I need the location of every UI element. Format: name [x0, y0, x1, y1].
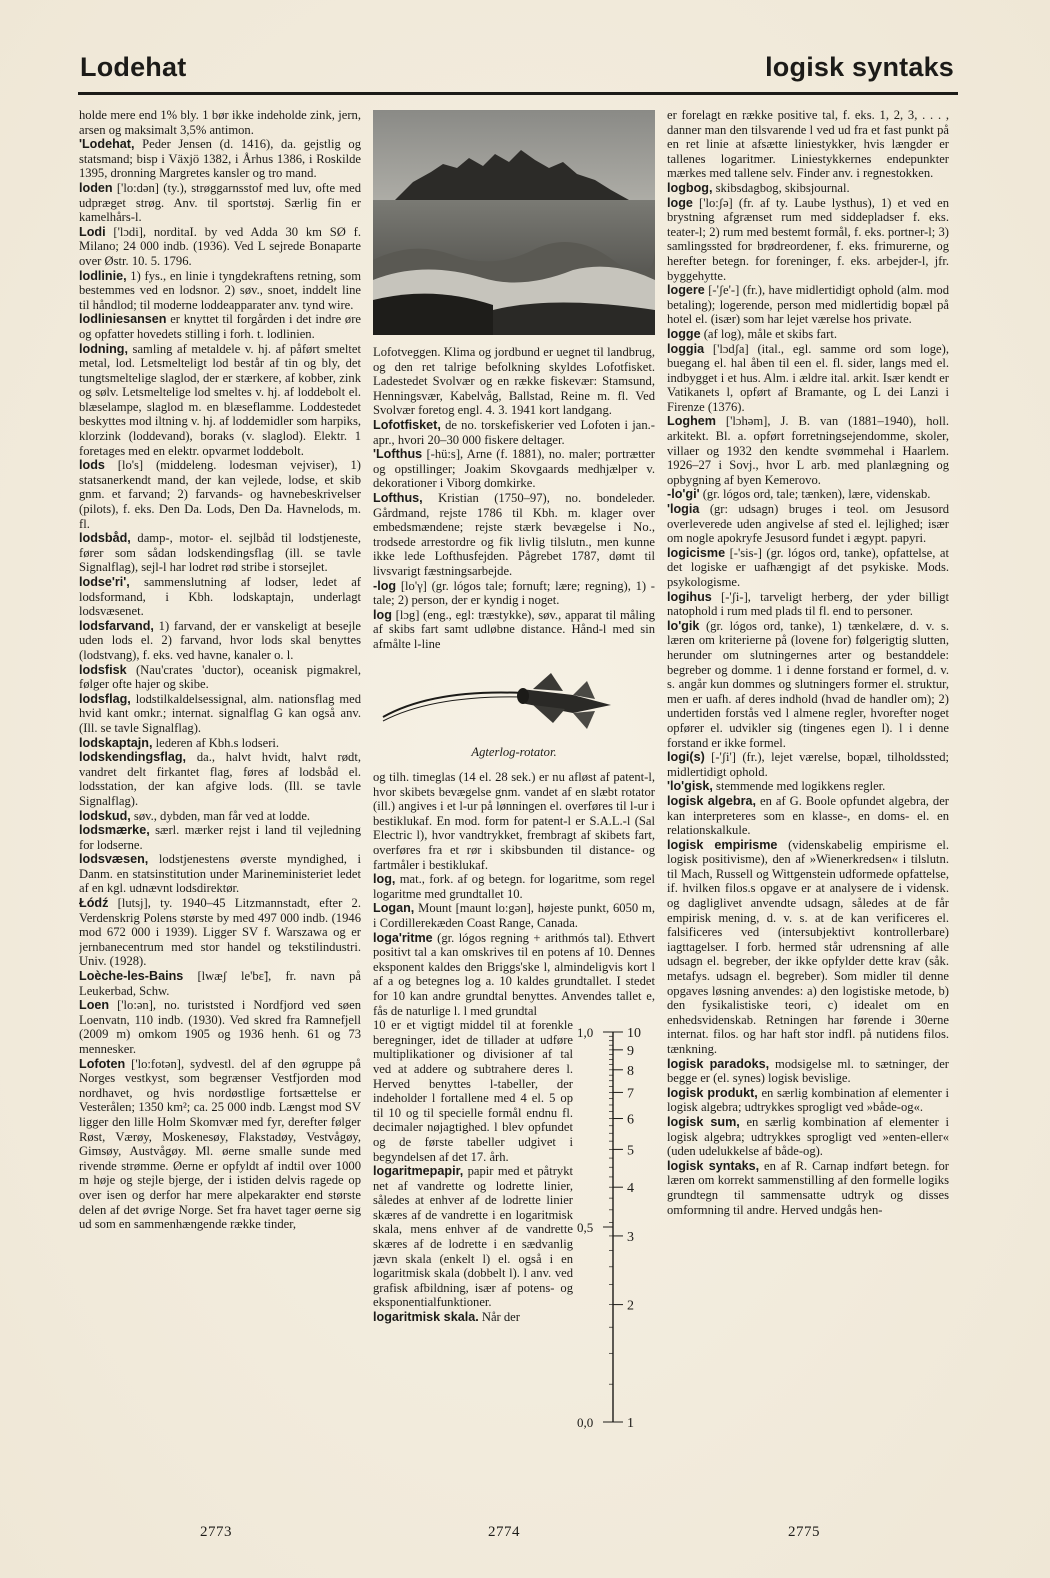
dictionary-entry — [373, 1310, 573, 1325]
dictionary-entry — [667, 487, 949, 502]
dictionary-entry — [373, 1164, 573, 1310]
headword: logicisme — [667, 545, 726, 560]
dictionary-entry — [79, 575, 361, 619]
headword: lo'gik — [667, 618, 700, 633]
column-3 — [667, 108, 949, 1488]
scale-right-label: 4 — [627, 1181, 634, 1197]
headword: logbog, — [667, 180, 713, 195]
scale-right-label: 2 — [627, 1298, 634, 1314]
entry-text: ['lɔdʃa] (ital., egl. samme ord som loge), buegang el. hal åben til een el. fl. sider, langs med el. indbygget i et hus. Alm. i ældre ital. arkit. Især kendt er Vatikanets l, opført af Bramante, og L dei Lanzi i Firenze (1376). — [667, 341, 949, 414]
dictionary-entry — [79, 619, 361, 663]
entry-text: [-'ʃe'-] (fr.), have midlertidigt ophold (alm. mod betaling); logerende, person med midlertidig bopæl på hotel el. (især) som har lejet værelse hos private. — [667, 283, 949, 327]
headword: 'Lodehat, — [79, 137, 135, 152]
entry-text: mat., fork. af og betegn. for logaritme, som regel logaritme med grundtallet 10. — [373, 872, 655, 901]
headword: lodsfisk — [79, 662, 127, 677]
headword: lodlinie, — [79, 268, 127, 283]
running-head-right: logisk syntaks — [765, 52, 954, 82]
dictionary-entry — [667, 779, 949, 794]
headword: loga'ritme — [373, 930, 433, 945]
headword: lodse'ri', — [79, 575, 130, 589]
headword: Lodi — [79, 224, 106, 239]
entry-text: holde mere end 1% bly. 1 bør ikke indeholde zink, jern, arsen og maksimalt 3,5% antimon. — [79, 108, 361, 137]
page-number-right: 2775 — [788, 1524, 820, 1540]
dictionary-entry — [667, 546, 949, 590]
dictionary-entry — [79, 342, 361, 459]
headword: Logan, — [373, 901, 415, 916]
dictionary-entry — [667, 196, 949, 284]
dictionary-entry — [667, 502, 949, 546]
entry-text: ['lo:ʃə] (fr. af ty. Laube lysthus), 1) et ved en brystning afgrænset rum med siddepladser f. eks. teater-l; 2) rum med bestemt formål, f. eks. portner-l; 3) samlingssted for brødreordener, f. eks. frimurerne, og herefter betegn. for foreninger, f. eks. arbejder-l, jfr. byggehytte. — [667, 195, 949, 283]
entry-text: lodstilkaldelsessignal, alm. nationsflag med hvid kant omkr.; internat. signalflag G kan også anv. (Ill. se tavle Signalflag). — [79, 691, 361, 735]
dictionary-entry — [667, 342, 949, 415]
entry-text: [-'sis-] (gr. lógos ord, tanke), opfattelse, at det logiske er uafhængigt af det psykiske. Mods. psykologisme. — [667, 545, 949, 589]
dictionary-entry — [373, 418, 655, 447]
dictionary-entry — [373, 447, 655, 491]
entry-text: ['lo:ən], no. turiststed i Nordfjord ved søen Loenvatn, 110 indb. (1930). Ved skred fra Ramnefjell (2009 m) omkom 1905 og 1936 henh. 61 og 73 mennesker. — [79, 998, 361, 1056]
entry-text: Når der — [478, 1310, 520, 1325]
column-2 — [373, 108, 655, 1488]
entry-text: [lɔg] (eng., egl: træstykke), søv., apparat til måling af skibs fart samt udløbne distance. Hånd-l med sin afmålte l-line — [373, 607, 655, 651]
headword: 'logia — [667, 502, 700, 517]
dictionary-entry — [79, 663, 361, 692]
headword: lodskendingsflag, — [79, 750, 187, 765]
dictionary-entry — [667, 1057, 949, 1086]
dictionary-entry — [667, 108, 949, 181]
dictionary-entry — [667, 327, 949, 342]
entry-text: da., halvt hvidt, halvt rødt, vandret delt firkantet flag, føres af lodsbåd el. lodsstation, der kan afgive lods. (Ill. se tavle Signalflag). — [79, 750, 361, 808]
dictionary-entry — [667, 414, 949, 487]
entry-text: skibsdagbog, skibsjournal. — [712, 180, 850, 195]
headword: lodsmærke, — [79, 823, 150, 838]
dictionary-entry — [79, 531, 361, 575]
header-rule — [78, 92, 958, 95]
entry-text: (gr: udsagn) bruges i teol. om Jesusord overleverede uden angivelse af sted el. lejlighed; især om nogle apokryfe Jesusord fundet i ægypt. papyri. — [667, 502, 949, 546]
scale-body-text: 10 er et vigtigt middel til at forenkle beregninger, idet de tillader at udføre multiplikationer og divisioner af tal ved at addere og subtrahere deres l. Herved benyttes l-tabeller, der indeholder l fortallene med 4 el. 5 op til 10 og til specielle formål endnu fl. decimaler nøjagtighed. l blev opfundet og de første tabeller udgivet i begyndelsen af det 17. årh. — [373, 1018, 573, 1164]
headword: lodsbåd, — [79, 531, 131, 546]
entry-text: papir med et påtrykt net af vandrette og lodrette linier, således at enhver af de lodrette linier skæres af de vandrette i en logaritmisk skala, mens enhver af de vandrette skæres af de lodrette i en sædvanlig jævn skala (enkelt l) el. også i en logaritmisk skala (dobbelt l). l anv. ved grafisk afbildning, især af potens- og eksponentialfunktioner. — [373, 1164, 573, 1310]
dictionary-entry — [667, 794, 949, 838]
illustration-caption: Agterlog-rotator. — [471, 745, 557, 760]
headword: logisk algebra, — [667, 793, 757, 808]
headword: lodsfarvand, — [79, 618, 154, 633]
dictionary-entry — [373, 491, 655, 579]
dictionary-entry — [667, 181, 949, 196]
entry-text: (Nau'crates 'ductor), oceanisk pigmakrel, følger ofte hajer og skibe. — [79, 662, 361, 692]
headword: logere — [667, 283, 705, 298]
running-head-left: Lodehat — [80, 52, 187, 82]
entry-text: damp-, motor- el. sejlbåd til lodstjeneste, fører som sådan lodskendingsflag (ill. se tavle Signalflag), sejl-l har lodret rød stribe i storsejlet. — [79, 531, 361, 575]
entry-text: [lutsj], ty. 1940–45 Litzmannstadt, efter 2. Verdenskrig Polens største by med 497 000 indb. (1946 mod 672 000 i 1939). Ligger SV f. Warszawa og er jernbanecentrum med stor handel og tekstilindustri. Univ. (1928). — [79, 896, 361, 969]
dictionary-entry — [373, 608, 655, 652]
logarithmic-scale-block — [373, 1018, 655, 1438]
entry-text: Peder Jensen (d. 1416), da. gejstlig og statsmand; bisp i Växjö 1382, i Århus 1386, i Roskilde 1395, dronning Margretes kansler og tro mand. — [79, 137, 361, 181]
headword: loge — [667, 195, 693, 210]
entry-text: søv., dybden, man får ved at lodde. — [130, 808, 311, 823]
entry-text: de no. torskefiskerier ved Lofoten i jan.-apr., hvori 20–30 000 fiskere deltager. — [373, 417, 655, 447]
headword: Loèche-les-Bains — [79, 969, 184, 984]
entry-text: særl. mærker rejst i land til vejledning for lodserne. — [79, 823, 361, 852]
logarithmic-scale — [573, 1018, 655, 1438]
scale-left-label: 0,5 — [577, 1220, 594, 1236]
scale-right-label: 6 — [627, 1112, 634, 1128]
headword: logaritmepapir, — [373, 1164, 464, 1179]
headword: Loghem — [667, 414, 716, 429]
entry-text: ['lɔdi], norditaI. by ved Adda 30 km SØ f. Milano; 24 000 indb. (1936). Ved L sejrede Bonaparte over Østr. 10. 5. 1796. — [79, 224, 361, 268]
headword: logisk syntaks, — [667, 1158, 760, 1173]
entry-text: sammenslutning af lodser, ledet af lodsformand, i Kbh. lodskaptajn, underlagt lodsvæsenet. — [79, 575, 361, 619]
page-number-left: 2773 — [200, 1524, 232, 1540]
headword: Lofthus, — [373, 490, 423, 505]
dictionary-entry — [79, 181, 361, 225]
headword: loden — [79, 180, 113, 195]
entry-text: 1) farvand, der er vanskeligt at besejle uden lods el. 2) farvand, hvor lods skal benyttes (lodstvang), f. eks. ved havne, kanaler o. l. — [79, 618, 361, 662]
entry-text: og tilh. timeglas (14 el. 28 sek.) er nu afløst af patent-l, hvor skibets bevægelse gnm. vandet af en slæbt rotator (ill.) angives i et l-ur på lønningen el. overføres til l-ur i bestiklukaf. En mod. form for patent-l er S.A.L.-l (Sal Electric l), hvor vandtrykket, frembragt af skibets fart, overføres fra et rør i skibsbunden til distance- og fartmåler i bestiklukaf. — [373, 770, 655, 872]
dictionary-entry — [79, 137, 361, 181]
scale-right-label: 7 — [627, 1086, 634, 1102]
entry-text: ['lɔhəm], J. B. van (1881–1940), holl. arkitekt. Bl. a. opført forretningsejendomme, skoler, villaer og 1932 den kendte svømmehal i Haarlem. 1926–27 i Sovj., hvor L arb. med planlægning og opbygning af byen Kemerovo. — [667, 414, 949, 487]
headword: lodning, — [79, 341, 128, 356]
dictionary-entry — [667, 750, 949, 779]
headword: log — [373, 607, 392, 622]
headword: lodskud, — [79, 808, 131, 823]
dictionary-entry — [79, 736, 361, 751]
dictionary-entry — [79, 969, 361, 998]
scale-right-label: 10 — [627, 1026, 641, 1042]
dictionary-entry — [79, 269, 361, 313]
dictionary-entry — [667, 283, 949, 327]
scale-right-label: 3 — [627, 1230, 634, 1246]
scale-left-label: 0,0 — [577, 1415, 594, 1431]
entry-text: Kristian (1750–97), no. bondeleder. Gårdmand, rejste 1786 til Kbh. m. klager over embedsmændene; rejste stærk bevægelse i No., trodsede arrestordre og fik livlig tilslutn., men kunne ikke lede Lofthusfejden. Pågrebet 1787, dømt til livsvarigt fæstningsarbejde. — [373, 490, 655, 578]
lofoten-photo — [373, 110, 655, 335]
entry-text: en af G. Boole opfundet algebra, der kan interpreteres som en klasse-, en doms- el. en relationskalkule. — [667, 793, 949, 838]
dictionary-entry — [79, 692, 361, 736]
headword: lods — [79, 458, 105, 473]
entry-text: modsigelse ml. to sætninger, der begge er (el. synes) logisk bevislige. — [667, 1056, 949, 1086]
headword: lodliniesansen — [79, 312, 167, 327]
column-1 — [79, 108, 361, 1488]
entry-text: [-'ʃi'] (fr.), lejet værelse, bopæl, tilholdssted; midlertidigt ophold. — [667, 750, 949, 779]
dictionary-entry — [667, 590, 949, 619]
scale-right-label: 9 — [627, 1044, 634, 1060]
scale-right-label: 5 — [627, 1143, 634, 1159]
dictionary-entry — [373, 901, 655, 930]
page-number-middle: 2774 — [488, 1524, 520, 1540]
entry-text: er forelagt en række positive tal, f. eks. 1, 2, 3, . . . , danner man den tilsvarende l ved ud fra et fast punkt på en ret linie at afsætte liniestykker, hvis længder er tallenes logaritmer. Liniestykkernes endepunkter mærkes med tallene selv. Finder anv. i regnestokken. — [667, 108, 949, 181]
headword: logisk empirisme — [667, 837, 778, 852]
headword: Lofoten — [79, 1056, 126, 1071]
headword: logisk sum, — [667, 1114, 740, 1129]
headword: lodsflag, — [79, 691, 131, 706]
dictionary-entry — [667, 1086, 949, 1115]
entry-text: (gr. lógos regning + arithmós tal). Ethvert positivt tal a kan omskrives til en potens af 10. Dennes eksponent kaldes den Briggs'ske l, almindeligvis kort l af a og betegnes log a. 10 kaldes grundtallet. I stedet for 10 kan andre grundtal benyttes. Anvendes tallet e, fås de naturlige l. l med grundtal — [373, 930, 655, 1018]
headword: logge — [667, 326, 701, 341]
headword: Loen — [79, 998, 110, 1013]
dictionary-entry — [79, 823, 361, 852]
dictionary-entry — [373, 579, 655, 608]
entry-text: en særlig kombination af elementer i logisk algebra; udtrykkes sprogligt ved »både-og«. — [667, 1085, 949, 1115]
entry-text: [lo'γ] (gr. lógos tale; fornuft; lære; regning), 1) -tale; 2) person, der er kyndig i noget. — [373, 578, 655, 608]
entry-text: Mount [maunt lo:gən], højeste punkt, 6050 m, i Cordillerekæden Coast Range, Canada. — [373, 901, 655, 930]
dictionary-entry — [667, 1115, 949, 1159]
dictionary-entry — [79, 896, 361, 969]
entry-text: Lofotveggen. Klima og jordbund er uegnet til landbrug, og den ret talrige befolkning skyldes Lofotfisket. Ladestedet Svolvær og en række fiskevær: Stamsund, Henningsvær, Kabelvåg, Ballstad, Reine m. fl. Ved Svolvær foretog engl. 4. 3. 1941 kort landgang. — [373, 345, 655, 418]
dictionary-entry — [667, 838, 949, 1057]
headword: logisk produkt, — [667, 1085, 758, 1100]
log-rotator-illustration — [373, 659, 655, 745]
entry-text: (videnskabelig empirisme el. logisk positivisme), den af »Wienerkredsen« i tilslutn. til Mach, Russell og Wittgenstein udformede opfattelse, if. hvilken filos.s opgave er at analysere de i vidensk. og dagliglivet anvendte udsagn, således at de får empirisk mening, d. v. s. at de kan verificeres el. falsificeres ved (intersubjektivt kontrollerbare) iagttagelser. I forb. hermed står udrensning af alle udsagn el. begreber, der ikke opfylder dette krav (såk. metafys. udsagn el. begreber). Som midler til denne opgaves løsning anvendes: a) den logistiske metode, b) den fysikalistiske teori, c) idealet om en enhedsvidenskab. Retningen har førende i 30erne internat. filos. og har haft stor indfl. på nutidens filos. tænkning. — [667, 837, 949, 1056]
headword: lodskaptajn, — [79, 735, 153, 750]
dictionary-entry — [79, 108, 361, 137]
scale-right-label: 1 — [627, 1416, 634, 1432]
dictionary-entry — [667, 1159, 949, 1217]
entry-text: (af log), måle et skibs fart. — [700, 326, 837, 341]
headword: logaritmisk skala. — [373, 1310, 479, 1325]
entry-text: ['lo:dən] (ty.), strøggarnsstof med luv, ofte med udpræget strøg. Anv. til sportstøj. Særlig fin er kamelhårs-l. — [79, 180, 361, 225]
headword: -lo'gi' — [667, 487, 700, 502]
entry-text: en særlig kombination af elementer i logisk algebra; udtrykkes sprogligt ved »enten-eller« (uden udelukkelse af både-og). — [667, 1114, 949, 1159]
scale-left-label: 1,0 — [577, 1025, 594, 1041]
entry-text: samling af metaldele v. hj. af påført smeltet metal, lod. Letsmelteligt lod består af tin og bly, det tungtsmeltelige slaglod, der er stærkere, af kobber, zink og sølv. Letsmeltelige lod smeltes v. hj. af loddebolt el. blæselampe, slaglod m. en blæseflamme. Loddestedet beskyttes mod iltning v. hj. af loddemidler som harpiks, klorzink (loddevand), boraks (v. slaglod). Elektr. 1 foretages med en elektr. opvarmet loddebolt. — [79, 341, 361, 458]
entry-text: (gr. lógos ord, tale; tænken), lære, videnskab. — [699, 487, 931, 502]
headword: lodsvæsen, — [79, 852, 149, 867]
headword: logihus — [667, 589, 712, 604]
entry-text: en af R. Carnap indført betegn. for læren om korrekt sammenstilling af den formelle logiks grundtegn til sammensatte udtryk og disses omformning til andre. Herved undgås hen- — [667, 1158, 949, 1217]
headword: 'lo'gisk, — [667, 779, 713, 794]
headword: logi(s) — [667, 750, 705, 765]
headword: -log — [373, 578, 397, 593]
dictionary-entry — [79, 852, 361, 896]
entry-text: 1) fys., en linie i tyngdekraftens retning, som bestemmes ved en lodsnor. 2) søv., snoet, inddelt line til håndlod; til moderne loddeapparater anv. tynd wire. — [79, 268, 361, 312]
entry-text: [lo's] (middeleng. lodesman vejviser), 1) statsanerkendt mand, der kan vejlede, lodse, et skib gnm. et farvand; 2) farvands- og havnebeskrivelser (pilots), f. eks. Den Da. Lods, Den Da. Havnelods, m. fl. — [79, 458, 361, 531]
dictionary-entry — [79, 1057, 361, 1232]
dictionary-entry — [79, 225, 361, 269]
entry-text: ['lo:fotən], sydvestl. del af den øgruppe på Norges vestkyst, som begrænser Vestfjorden mod nordhavet, og hvis nordøstlige fortsættelse er Vesterålen; 1350 km²; ca. 25 000 indb. Længst mod SV ligger den lille Holm Skomvær med fyr, derefter følger Røst, Værøy, Moskenesøy, Flakstadøy, Vestvågøy, Gimsøy, Austvågøy. Ml. øerne smalle sunde med rivende strømme. Øerne er opfyldt af indtil over 1000 m høje og stejle bjerge, der i istiden delvis ragede op over isen og derfor har mere alpekarakter end største delen af det øvrige Norge. Set fra havet tager øerne sig ud som en sammenhængende række tinder, — [79, 1056, 361, 1232]
dictionary-entry — [79, 458, 361, 531]
dictionary-entry — [373, 872, 655, 901]
dictionary-entry — [79, 312, 361, 341]
entry-text: [lwæʃ le'bɛ̃], fr. navn på Leukerbad, Schw. — [79, 969, 361, 998]
dictionary-entry — [373, 931, 655, 1019]
dictionary-entry — [667, 619, 949, 750]
scale-right-label: 8 — [627, 1063, 634, 1079]
entry-text: er knyttet til forgården i det indre øre og opfatter hovedets stilling i forh. t. lodlinien. — [79, 312, 361, 341]
headword: 'Lofthus — [373, 447, 423, 462]
dictionary-entry — [79, 998, 361, 1056]
entry-text: stemmende med logikkens regler. — [712, 779, 886, 794]
headword: log, — [373, 872, 396, 887]
entry-text: [-hü:s], Arne (f. 1881), no. maler; portrætter og opstillinger; Joakim Skovgaards medhjælper v. dekorationer i Viborg domkirke. — [373, 447, 655, 491]
headword: Lofotfisket, — [373, 417, 441, 432]
entry-text: [-'ʃi-], tarveligt herberg, der yder billigt natophold i rum med plads til fl. end to personer. — [667, 589, 949, 619]
headword: logisk paradoks, — [667, 1056, 770, 1071]
headword: loggia — [667, 341, 705, 356]
dictionary-entry — [79, 750, 361, 808]
headword: Łódź — [79, 896, 109, 911]
dictionary-entry — [79, 809, 361, 824]
entry-text: lederen af Kbh.s lodseri. — [152, 735, 280, 750]
entry-text: lodstjenestens øverste myndighed, i Danm. en statsinstitution under Marineministeriet ledet af en kgl. udnævnt lodsdirektør. — [79, 852, 361, 896]
entry-text: (gr. lógos ord, tanke), 1) tænkelære, d. v. s. læren om kriterierne på (lovene for) følgerigtig slutten, herunder om slutningernes arter og bestanddele: begreber og domme. 1 i denne forstand er formel, d. v. s. angår kun dommes og slutningers former el. struktur, men er uafh. af deres indhold (hvad de handler om); 2) undertiden forstås ved l almene regler, hvorefter noget opfører el. udvikler sig (tingenes egen l). l i denne forstand er ikke formel. — [667, 618, 949, 750]
dictionary-entry — [373, 770, 655, 872]
dictionary-entry — [373, 345, 655, 418]
